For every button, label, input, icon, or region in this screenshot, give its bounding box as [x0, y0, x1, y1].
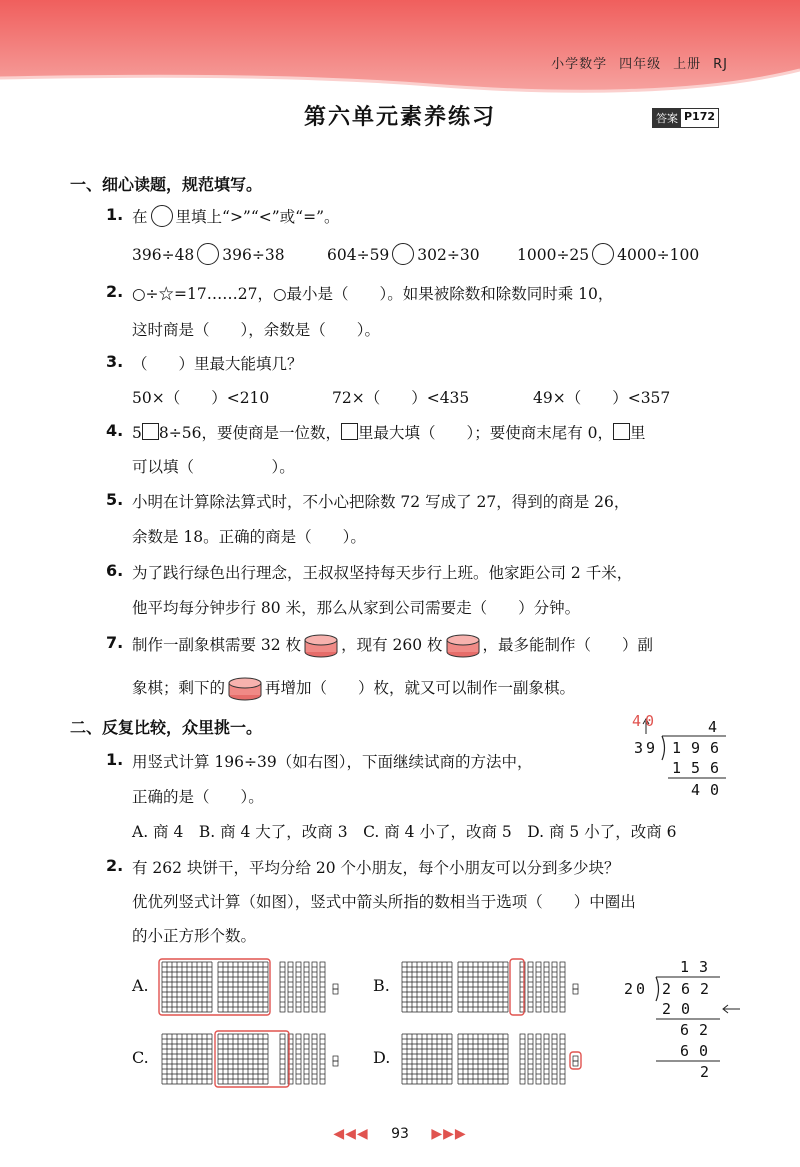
ten-rod [544, 1034, 549, 1084]
hundred-block [218, 1034, 268, 1084]
edition-label: RJ [713, 57, 728, 72]
division-diagram-2 [618, 955, 748, 1085]
s1-q1-pair-1 [132, 243, 285, 265]
pair1-left: 396÷48 [132, 246, 195, 264]
remainder-2: 2 [700, 1063, 710, 1081]
hundred-block [162, 1034, 212, 1084]
ten-rod [536, 962, 541, 1012]
one-cubes [573, 984, 578, 994]
ten-rod [296, 962, 301, 1012]
chess-piece-icon [303, 633, 339, 659]
section2-heading: 二、反复比较，众里挑一。 [70, 718, 263, 737]
pair1-right: 396÷38 [222, 246, 285, 264]
pair2-left: 604÷59 [327, 246, 390, 264]
remainder-1: 40 [691, 781, 730, 799]
product-1: 156 [672, 759, 730, 777]
option-c-blocks[interactable] [158, 1030, 348, 1088]
ten-rod [544, 962, 549, 1012]
s1-q3-number: 3. [106, 352, 124, 371]
q4-text-d: 里 [630, 424, 646, 442]
answer-label: 答案 [653, 109, 681, 127]
hundred-block [218, 962, 268, 1012]
s1-q5-number: 5. [106, 490, 124, 509]
hundred-block [162, 962, 212, 1012]
section1-heading: 一、细心读题，规范填写。 [70, 175, 263, 194]
chess-piece-icon [227, 676, 263, 702]
s1-q5-line1: 小明在计算除法算式时，不小心把除数 72 写成了 27，得到的商是 26， [132, 493, 630, 511]
grade-label: 四年级 [619, 57, 662, 72]
s1-q6-line1: 为了践行绿色出行理念，王叔叔坚持每天步行上班。他家距公司 2 千米， [132, 564, 633, 582]
ten-rod [520, 1034, 525, 1084]
subject-label: 小学数学 [551, 57, 608, 72]
series-info [539, 53, 728, 72]
s1-q2-number: 2. [106, 282, 124, 301]
ten-rod [280, 1034, 285, 1084]
ten-rod [312, 1034, 317, 1084]
s1-q5-line2: 余数是 18。正确的商是（ ）。 [132, 528, 366, 546]
hundred-block [402, 1034, 452, 1084]
hundred-block [458, 962, 508, 1012]
option-d-blocks[interactable] [398, 1030, 588, 1088]
q4-text-b: 8÷56，要使商是一位数， [158, 424, 341, 442]
s1-q2-line1: ○÷☆=17……27，○最小是（ ）。如果被除数和除数同时乘 10， [132, 285, 614, 303]
s2-q1-line2: 正确的是（ ）。 [132, 788, 264, 806]
s2-q2-line3: 的小正方形个数。 [132, 927, 257, 945]
s1-q1-number: 1. [106, 205, 124, 224]
product-2b: 60 [680, 1042, 719, 1060]
s1-q7-line1 [132, 633, 653, 659]
divisor-1: 39 [634, 739, 659, 757]
remainder-2a: 62 [680, 1021, 719, 1039]
product-2a: 20 [662, 1000, 701, 1018]
pair2-right: 302÷30 [417, 246, 480, 264]
one-cubes [333, 1056, 338, 1066]
answer-page: P172 [684, 110, 716, 123]
ten-rod [528, 1034, 533, 1084]
s1-q7-line2 [132, 676, 575, 702]
s2-q2-line2: 优优列竖式计算（如图），竖式中箭头所指的数相当于选项（ ）中圈出 [132, 893, 636, 911]
ten-rod [280, 962, 285, 1012]
hundred-block [402, 962, 452, 1012]
s1-q4-line2: 可以填（ ）。 [132, 458, 295, 476]
compare-circle-1[interactable] [197, 243, 219, 265]
q7-text-d: 象棋；剩下的 [132, 679, 226, 697]
s1-q4-line1 [132, 421, 646, 443]
ten-rod [320, 1034, 325, 1084]
s1-q2-line2: 这时商是（ ），余数是（ ）。 [132, 321, 381, 339]
s1-q3-item-3: 49×（ ）<357 [533, 389, 671, 407]
quotient-2: 13 [680, 958, 719, 976]
prev-arrows-icon: ◀◀◀ [333, 1126, 369, 1142]
s1-q7-number: 7. [106, 633, 124, 652]
q7-text-a: 制作一副象棋需要 32 枚 [132, 636, 302, 654]
ten-rod [288, 962, 293, 1012]
s1-q1-prompt [132, 205, 340, 227]
s2-q2-number: 2. [106, 856, 124, 875]
quotient-1: 4 [708, 718, 718, 736]
dividend-2: 262 [662, 980, 720, 998]
next-arrows-icon: ▶▶▶ [431, 1126, 467, 1142]
pair3-left: 1000÷25 [517, 246, 590, 264]
trial-quotient: 40 [632, 712, 659, 730]
q7-text-c: ，最多能制作（ ）副 [482, 636, 654, 654]
s2-q1-line1: 用竖式计算 196÷39（如右图），下面继续试商的方法中， [132, 753, 533, 771]
s2-q1-options: A. 商 4 B. 商 4 大了，改商 3 C. 商 4 小了，改商 5 D. 商 5 小了，改商 6 [132, 823, 677, 841]
selection-circle [570, 1052, 581, 1069]
option-d-label: D. [373, 1048, 391, 1067]
q7-text-e: 再增加（ ）枚，就又可以制作一副象棋。 [265, 679, 576, 697]
ten-rod [304, 1034, 309, 1084]
s1-q1-pair-3 [517, 243, 699, 265]
one-cubes [333, 984, 338, 994]
ten-rod [304, 962, 309, 1012]
ten-rod [528, 962, 533, 1012]
option-a-label: A. [132, 976, 149, 995]
option-b-label: B. [373, 976, 390, 995]
division-diagram-1 [620, 712, 730, 802]
chess-piece-icon [445, 633, 481, 659]
option-c-label: C. [132, 1048, 149, 1067]
ten-rod [552, 1034, 557, 1084]
s1-q1-text-a: 在 [132, 208, 148, 226]
compare-circle-2[interactable] [392, 243, 414, 265]
hundred-block [458, 1034, 508, 1084]
volume-label: 上册 [673, 57, 702, 72]
ten-rod [560, 962, 565, 1012]
s1-q3-line1: （ ）里最大能填几？ [132, 355, 303, 373]
s1-q4-number: 4. [106, 421, 124, 440]
s1-q3-item-2: 72×（ ）<435 [332, 389, 470, 407]
s1-q3-item-1: 50×（ ）<210 [132, 389, 270, 407]
s1-q1-pair-2 [327, 243, 480, 265]
ten-rod [312, 962, 317, 1012]
s1-q6-number: 6. [106, 561, 124, 580]
square-blank-icon [341, 423, 358, 440]
page-title: 第六单元素养练习 [303, 105, 496, 130]
dividend-1: 196 [672, 739, 730, 757]
ten-rod [296, 1034, 301, 1084]
option-b-blocks[interactable] [398, 958, 588, 1016]
q4-text-c: 里最大填（ ）；要使商末尾有 0， [357, 424, 613, 442]
divisor-2: 20 [624, 980, 649, 998]
answer-reference [652, 108, 719, 128]
ten-rod [560, 1034, 565, 1084]
page-number: 93 [391, 1126, 409, 1142]
page-footer [0, 1126, 800, 1142]
option-a-blocks[interactable] [158, 958, 348, 1016]
square-blank-icon [613, 423, 630, 440]
s2-q2-line1: 有 262 块饼干，平均分给 20 个小朋友，每个小朋友可以分到多少块？ [132, 859, 620, 877]
s1-q1-text-b: 里填上“>”“<”或“=”。 [175, 208, 340, 226]
ten-rod [552, 962, 557, 1012]
s2-q1-number: 1. [106, 750, 124, 769]
s1-q6-line2: 他平均每分钟步行 80 米，那么从家到公司需要走（ ）分钟。 [132, 599, 581, 617]
q7-text-b: ，现有 260 枚 [341, 636, 443, 654]
ten-rod [536, 1034, 541, 1084]
ten-rod [320, 962, 325, 1012]
one-cubes [573, 1056, 578, 1066]
q4-text-a: 5 [132, 424, 142, 442]
compare-circle-3[interactable] [592, 243, 614, 265]
circle-blank-icon [151, 205, 173, 227]
square-blank-icon [142, 423, 159, 440]
pair3-right: 4000÷100 [617, 246, 700, 264]
